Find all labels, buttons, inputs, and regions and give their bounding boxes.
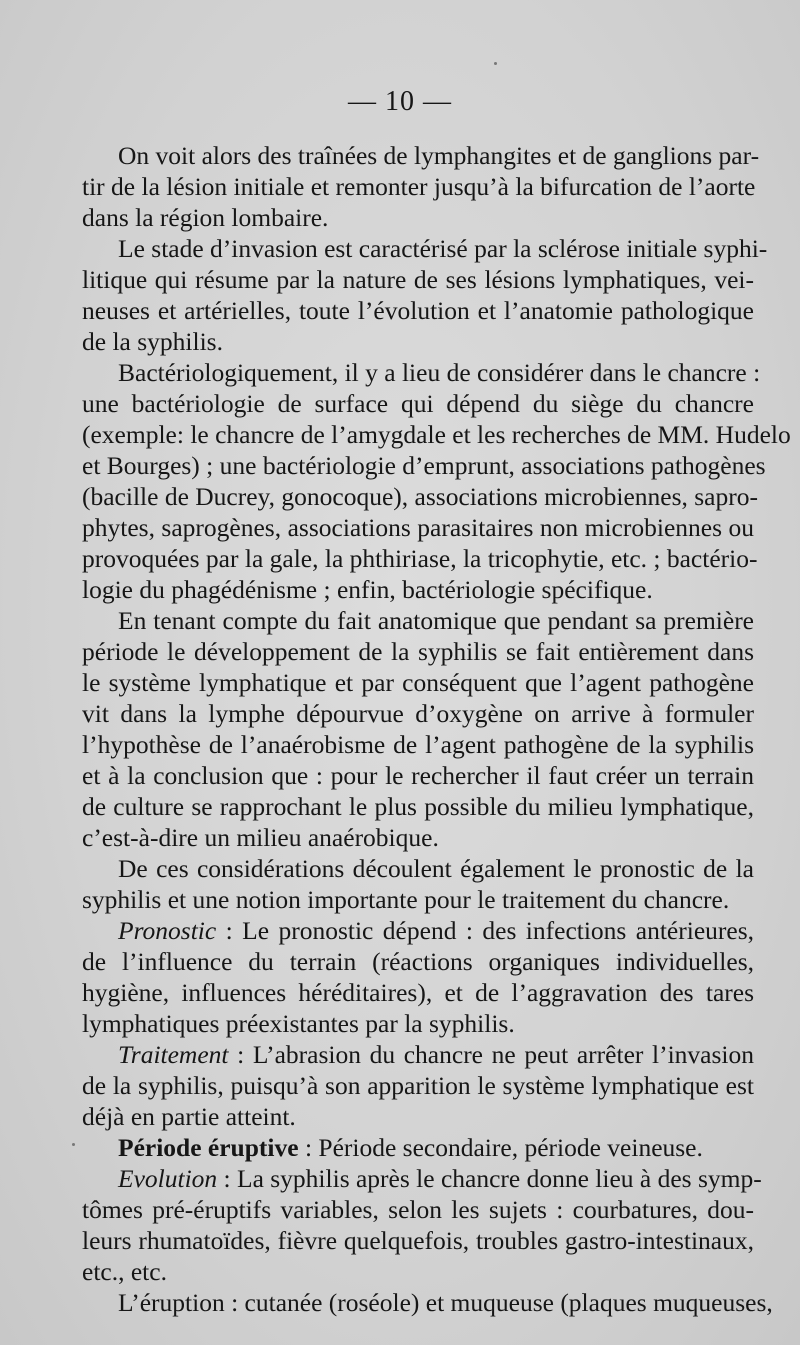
line-text: Le stade d’invasion est caractérisé par la sclérose initiale syphi- bbox=[118, 234, 768, 263]
section-heading: Période éruptive bbox=[118, 1133, 299, 1162]
line-text: : L’abrasion du chancre ne peut arrêter l’invasion bbox=[228, 1040, 754, 1069]
line-text: l’hypothèse de l’anaérobisme de l’agent pathogène de la syphilis bbox=[82, 730, 754, 759]
text-line bbox=[82, 419, 791, 450]
line-text: et Bourges) ; une bactériologie d’emprunt, associations pathogènes bbox=[82, 451, 766, 480]
line-text: déjà en partie atteint. bbox=[82, 1102, 296, 1131]
text-line bbox=[82, 574, 754, 605]
text-line bbox=[82, 233, 768, 264]
line-text: De ces considérations découlent également le pronostic de la bbox=[118, 854, 754, 883]
line-text: une bactériologie de surface qui dépend du siège du chancre bbox=[82, 389, 754, 418]
text-line bbox=[82, 357, 761, 388]
line-text: (exemple: le chancre de l’amygdale et les recherches de MM. Hudelo bbox=[82, 420, 791, 449]
text-line bbox=[82, 1163, 762, 1194]
line-text: hygiène, influences héréditaires), et de l’aggravation des tares bbox=[82, 978, 754, 1007]
line-text: le système lymphatique et par conséquent que l’agent pathogène bbox=[82, 668, 754, 697]
line-text: tir de la lésion initiale et remonter jusqu’à la bifurcation de l’aorte bbox=[82, 172, 756, 201]
line-text: On voit alors des traînées de lymphangites et de ganglions par- bbox=[118, 141, 760, 170]
text-line bbox=[82, 512, 754, 543]
text-line bbox=[82, 946, 754, 977]
line-text: etc., etc. bbox=[82, 1257, 167, 1286]
text-line bbox=[82, 543, 758, 574]
text-line bbox=[82, 140, 760, 171]
text-line bbox=[82, 698, 754, 729]
line-text: et à la conclusion que : pour le rechercher il faut créer un terrain bbox=[82, 761, 754, 790]
text-line bbox=[82, 1039, 754, 1070]
section-heading: Evolution bbox=[118, 1164, 218, 1193]
text-line bbox=[82, 915, 754, 946]
line-text: période le développement de la syphilis se fait entièrement dans bbox=[82, 637, 754, 666]
text-line bbox=[82, 1008, 754, 1039]
line-text: L’éruption : cutanée (roséole) et muqueuse (plaques muqueuses, bbox=[118, 1288, 773, 1317]
text-line bbox=[82, 450, 766, 481]
line-text: de l’influence du terrain (réactions organiques individuelles, bbox=[82, 947, 754, 976]
line-text: litique qui résume par la nature de ses lésions lymphatiques, vei- bbox=[82, 265, 754, 294]
text-line bbox=[82, 977, 754, 1008]
text-line bbox=[82, 853, 754, 884]
text-line bbox=[82, 605, 754, 636]
text-line bbox=[82, 481, 758, 512]
text-line bbox=[82, 884, 754, 915]
line-text: c’est-à-dire un milieu anaérobique. bbox=[82, 823, 439, 852]
line-text: (bacille de Ducrey, gonocoque), associations microbiennes, sapro- bbox=[82, 482, 758, 511]
print-speck bbox=[72, 1143, 75, 1146]
text-line bbox=[82, 760, 754, 791]
body-text bbox=[82, 140, 791, 1318]
line-text: neuses et artérielles, toute l’évolution et l’anatomie pathologique bbox=[82, 296, 754, 325]
line-text: tômes pré-éruptifs variables, selon les sujets : courbatures, dou- bbox=[82, 1195, 754, 1224]
text-line bbox=[82, 1132, 754, 1163]
line-text: logie du phagédénisme ; enfin, bactériologie spécifique. bbox=[82, 575, 653, 604]
page-number: — 10 — bbox=[348, 86, 452, 117]
section-heading: Traitement bbox=[118, 1040, 229, 1069]
text-line bbox=[82, 326, 754, 357]
line-text: : Le pronostic dépend : des infections antérieures, bbox=[216, 916, 754, 945]
text-line bbox=[82, 295, 754, 326]
line-text: En tenant compte du fait anatomique que pendant sa première bbox=[118, 606, 754, 635]
text-line bbox=[82, 1070, 754, 1101]
line-text: dans la région lombaire. bbox=[82, 203, 329, 232]
text-line bbox=[82, 1194, 754, 1225]
text-line bbox=[82, 822, 754, 853]
line-text: de culture se rapprochant le plus possible du milieu lymphatique, bbox=[82, 792, 754, 821]
print-speck bbox=[494, 62, 497, 65]
text-line bbox=[82, 791, 754, 822]
text-line bbox=[82, 1101, 754, 1132]
text-line bbox=[82, 1256, 754, 1287]
text-line bbox=[82, 264, 754, 295]
line-text: provoquées par la gale, la phthiriase, la tricophytie, etc. ; bactério- bbox=[82, 544, 758, 573]
line-text: syphilis et une notion importante pour le traitement du chancre. bbox=[82, 885, 730, 914]
text-line bbox=[82, 1225, 754, 1256]
text-line bbox=[82, 1287, 773, 1318]
line-text: leurs rhumatoïdes, fièvre quelquefois, troubles gastro-intestinaux, bbox=[82, 1226, 754, 1255]
text-line bbox=[82, 729, 754, 760]
line-text: : Période secondaire, période veineuse. bbox=[298, 1133, 703, 1162]
line-text: phytes, saprogènes, associations parasitaires non microbiennes ou bbox=[82, 513, 754, 542]
text-line bbox=[82, 202, 754, 233]
line-text: vit dans la lymphe dépourvue d’oxygène on arrive à formuler bbox=[82, 699, 754, 728]
text-line bbox=[82, 636, 754, 667]
line-text: Bactériologiquement, il y a lieu de considérer dans le chancre : bbox=[118, 358, 761, 387]
text-line bbox=[82, 388, 754, 419]
line-text: : La syphilis après le chancre donne lieu à des symp- bbox=[217, 1164, 762, 1193]
line-text: de la syphilis. bbox=[82, 327, 223, 356]
section-heading: Pronostic bbox=[118, 916, 217, 945]
line-text: de la syphilis, puisqu’à son apparition le système lymphatique est bbox=[82, 1071, 754, 1100]
text-line bbox=[82, 171, 754, 202]
text-line bbox=[82, 667, 754, 698]
line-text: lymphatiques préexistantes par la syphilis. bbox=[82, 1009, 515, 1038]
